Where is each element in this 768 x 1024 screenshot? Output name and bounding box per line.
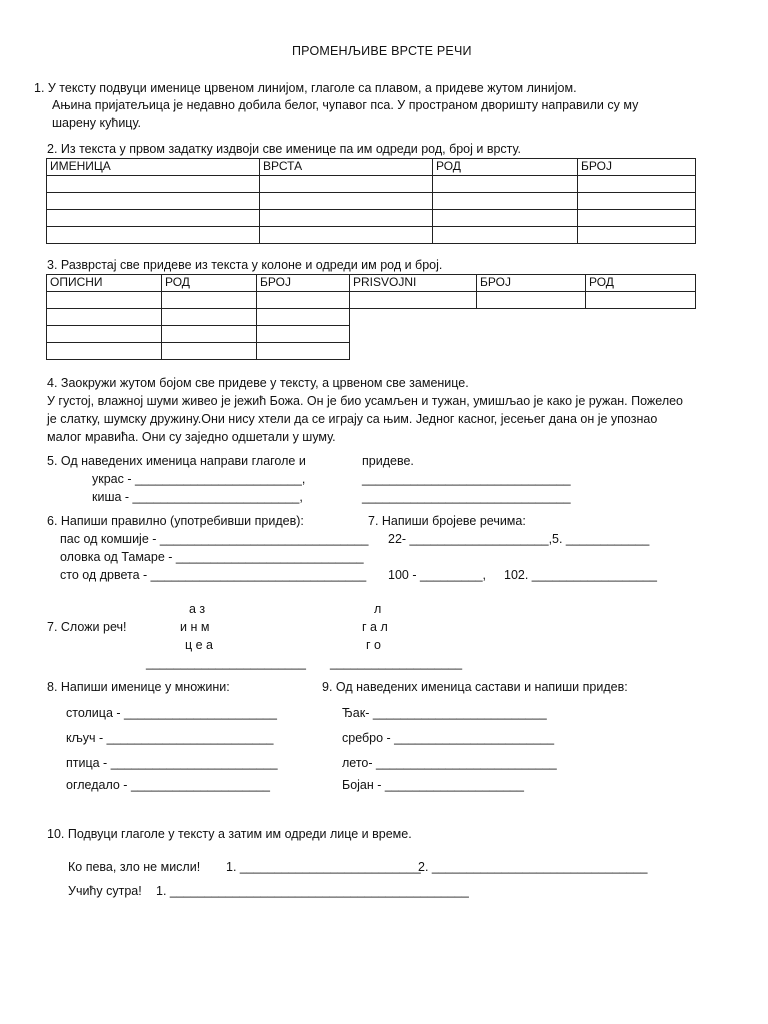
q7s-right-row2: г а л [362, 620, 388, 634]
q2-header-imenica: ИМЕНИЦА [47, 159, 260, 176]
q1-text-line2: шарену кућицу. [52, 116, 141, 130]
page-title: ПРОМЕНЉИВЕ ВРСТЕ РЕЧИ [292, 44, 472, 58]
table-cell[interactable] [433, 210, 578, 227]
q9-item-2: сребро - _______________________ [342, 731, 555, 745]
q7s-blank-left[interactable]: _______________________ [146, 656, 306, 670]
q9-item-4: Бојан - ____________________ [342, 778, 524, 792]
q6-item-1: пас од комшије - ______________________________ [60, 532, 369, 546]
q7s-left-row1: а з [189, 602, 206, 616]
q10-prompt: 10. Подвуци глаголе у тексту а затим им одреди лице и време. [47, 827, 412, 841]
table-cell[interactable] [578, 176, 696, 193]
q9-item-1: Ђак- _________________________ [342, 706, 547, 720]
q3-table-left [46, 274, 350, 360]
q7n-item-102: 102. __________________ [504, 568, 657, 582]
table-row [47, 227, 696, 244]
q3-header-opisni: ОПИСНИ [47, 275, 162, 292]
q9-item-3: лето- __________________________ [342, 756, 557, 770]
q3-header-rod: РОД [162, 275, 257, 292]
q10-answer-2a[interactable]: 1. ___________________________________________ [156, 884, 469, 898]
q4-text-line1: У густој, влажној шуми живео је јежић Божа. Он је био усамљен и тужан, умишљао је како је ружан. Пожелео [47, 394, 684, 408]
q5-blank-1[interactable]: ______________________________ [362, 472, 571, 486]
q4-prompt: 4. Заокружи жутом бојом све придеве у тексту, а црвеном све заменице. [47, 376, 469, 390]
q7n-item-22: 22- ____________________, [388, 532, 553, 546]
table-cell[interactable] [47, 193, 260, 210]
q2-prompt: 2. Из текста у првом задатку издвоји све именице па им одреди род, број и врсту. [47, 142, 522, 156]
q10-answer-1b[interactable]: 2. _______________________________ [418, 860, 648, 874]
q7s-right-row1: л [374, 602, 382, 616]
table-cell[interactable] [586, 292, 696, 309]
q3-header-prisvojni: PRISVOJNI [350, 275, 477, 292]
q8-item-4: огледало - ____________________ [66, 778, 270, 792]
q5-prompt-right: придеве. [362, 454, 414, 468]
q3-header-broj-right: БРОЈ [477, 275, 586, 292]
q7s-blank-right[interactable]: ___________________ [330, 656, 463, 670]
q10-sentence-1: Ко пева, зло не мисли! [68, 860, 201, 874]
table-row [350, 275, 696, 292]
table-cell[interactable] [257, 292, 350, 309]
table-cell[interactable] [260, 193, 433, 210]
table-row [47, 210, 696, 227]
q7s-left-row3: ц е а [185, 638, 214, 652]
q3-header-rod-right: РОД [586, 275, 696, 292]
table-cell[interactable] [433, 227, 578, 244]
table-cell[interactable] [578, 227, 696, 244]
table-cell[interactable] [260, 210, 433, 227]
q6-item-2: оловка од Тамаре - ___________________________ [60, 550, 364, 564]
table-row [47, 176, 696, 193]
table-cell[interactable] [47, 176, 260, 193]
table-row [47, 326, 350, 343]
q7s-left-row2: и н м [180, 620, 210, 634]
table-cell[interactable] [162, 309, 257, 326]
q7n-item-5: 5. ____________ [552, 532, 650, 546]
table-cell[interactable] [433, 193, 578, 210]
table-cell[interactable] [260, 227, 433, 244]
table-cell[interactable] [162, 343, 257, 360]
q7n-prompt: 7. Напиши бројеве речима: [368, 514, 526, 528]
q7s-prompt: 7. Сложи реч! [47, 620, 127, 634]
table-row [47, 159, 696, 176]
table-cell[interactable] [350, 292, 477, 309]
table-cell[interactable] [578, 210, 696, 227]
table-row [47, 343, 350, 360]
q6-prompt: 6. Напиши правилно (употребивши придев): [47, 514, 304, 528]
table-cell[interactable] [257, 309, 350, 326]
q10-answer-1a[interactable]: 1. __________________________ [226, 860, 421, 874]
table-cell[interactable] [433, 176, 578, 193]
table-cell[interactable] [47, 343, 162, 360]
table-cell[interactable] [162, 292, 257, 309]
table-row [350, 292, 696, 309]
q7s-right-row3: г о [366, 638, 381, 652]
table-cell[interactable] [47, 309, 162, 326]
table-cell[interactable] [257, 343, 350, 360]
table-cell[interactable] [47, 227, 260, 244]
q2-header-rod: РОД [433, 159, 578, 176]
q6-item-3: сто од дрвета - _______________________________ [60, 568, 367, 582]
table-row [47, 193, 696, 210]
q1-prompt: 1. У тексту подвуци именице црвеном линијом, глаголе са плавом, а придеве жутом линијом. [34, 81, 577, 95]
q2-header-vrsta: ВРСТА [260, 159, 433, 176]
q8-item-1: столица - ______________________ [66, 706, 277, 720]
q5-item-ukras: украс - ________________________, [92, 472, 306, 486]
table-cell[interactable] [47, 292, 162, 309]
q9-prompt: 9. Од наведених именица састави и напиши придев: [322, 680, 628, 694]
table-cell[interactable] [260, 176, 433, 193]
table-cell[interactable] [578, 193, 696, 210]
q2-header-broj: БРОЈ [578, 159, 696, 176]
q7n-item-100: 100 - _________, [388, 568, 487, 582]
table-cell[interactable] [477, 292, 586, 309]
table-row [47, 275, 350, 292]
q8-item-3: птица - ________________________ [66, 756, 278, 770]
q8-prompt: 8. Напиши именице у множини: [47, 680, 230, 694]
table-row [47, 309, 350, 326]
table-cell[interactable] [257, 326, 350, 343]
q4-text-line3: малог мравића. Они су заједно одшетали у шуму. [47, 430, 336, 444]
q2-table [46, 158, 696, 244]
q3-prompt: 3. Разврстај све придеве из текста у колоне и одреди им род и број. [47, 258, 443, 272]
q8-item-2: кључ - ________________________ [66, 731, 274, 745]
table-cell[interactable] [47, 326, 162, 343]
q5-blank-2[interactable]: ______________________________ [362, 490, 571, 504]
q3-header-broj: БРОЈ [257, 275, 350, 292]
q3-table-right [349, 274, 696, 309]
q10-sentence-2: Учићу сутра! [68, 884, 142, 898]
table-cell[interactable] [47, 210, 260, 227]
table-row [47, 292, 350, 309]
q5-prompt: 5. Од наведених именица направи глаголе и [47, 454, 306, 468]
q4-text-line2: је слатку, шумску дружину.Они нису хтели да се играју са њим. Једног касног, јесењег дана он је упознао [47, 412, 658, 426]
q5-item-kisha: киша - ________________________, [92, 490, 303, 504]
table-cell[interactable] [162, 326, 257, 343]
q1-text-line1: Ањина пријатељица је недавно добила белог, чупавог пса. У пространом дворишту направили су му [52, 98, 639, 112]
